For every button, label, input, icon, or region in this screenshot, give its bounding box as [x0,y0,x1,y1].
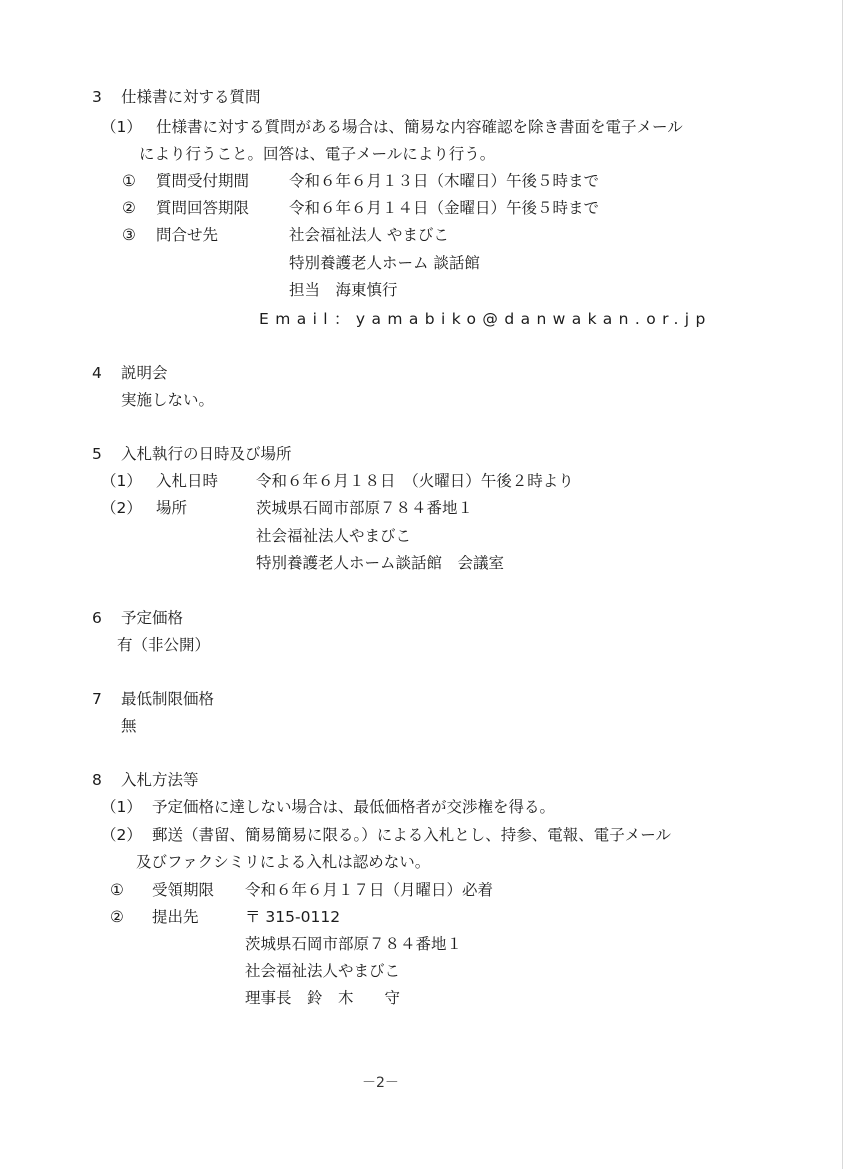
section-5-sub2-number: （2） [101,499,142,517]
section-4-body: 実施しない。 [121,391,215,409]
bid-place-address: 茨城県石岡市部原７８４番地１ [256,499,474,517]
section-5-number: 5 [92,445,102,463]
submission-address: 茨城県石岡市部原７８４番地１ [245,935,463,953]
receipt-deadline-value: 令和６年６月１７日（月曜日）必着 [245,881,494,899]
item-mark-2: ② [110,908,124,926]
section-8-sub2-text-line1: 郵送（書留、簡易簡易に限る。）による入札とし、持参、電報、電子メール [152,826,671,844]
submission-recipient: 理事長 鈴 木 守 [245,989,401,1007]
contact-person: 担当 海東慎行 [289,281,398,299]
bid-place-label: 場所 [156,499,188,517]
section-7-title: 最低制限価格 [121,690,215,708]
section-7-body: 無 [121,717,137,735]
section-8-title: 入札方法等 [121,771,199,789]
section-6-body: 有（非公開） [117,636,211,654]
bid-place-org: 社会福祉法人やまびこ [256,527,412,545]
section-3-number: 3 [92,88,102,106]
section-6-number: 6 [92,609,102,627]
item-mark-1: ① [122,172,136,190]
section-3-sub1-number: （1） [101,118,142,136]
item-mark-3: ③ [122,226,136,244]
submission-org: 社会福祉法人やまびこ [245,962,401,980]
section-3-sub1-text-line1: 仕様書に対する質問がある場合は、簡易な内容確認を除き書面を電子メール [156,118,683,136]
section-6-title: 予定価格 [121,609,184,627]
section-8-sub2-text-line2: 及びファクシミリによる入札は認めない。 [136,853,431,871]
contact-label: 問合せ先 [156,226,219,244]
submission-postal-code: 〒 315-0112 [245,908,341,926]
item-mark-2: ② [122,199,136,217]
section-5-sub1-number: （1） [101,472,142,490]
section-4-number: 4 [92,364,102,382]
bid-datetime-label: 入札日時 [156,472,219,490]
bid-datetime-value: 令和６年６月１８日 （火曜日）午後２時より [256,472,574,490]
submission-label: 提出先 [152,908,199,926]
section-8-sub1-text: 予定価格に達しない場合は、最低価格者が交渉権を得る。 [152,798,556,816]
receipt-deadline-label: 受領期限 [152,881,215,899]
contact-org: 社会福祉法人 やまびこ [289,226,449,244]
section-3-sub1-text-line2: により行うこと。回答は、電子メールにより行う。 [139,145,496,163]
section-7-number: 7 [92,690,102,708]
section-8-sub1-number: （1） [101,798,142,816]
section-8-sub2-number: （2） [101,826,142,844]
contact-facility: 特別養護老人ホーム 談話館 [289,254,480,272]
scan-edge-line [842,0,843,1169]
answer-deadline-label: 質問回答期限 [156,199,250,217]
bid-place-room: 特別養護老人ホーム談話館 会議室 [256,554,505,572]
answer-deadline-value: 令和６年６月１４日（金曜日）午後５時まで [289,199,600,217]
section-8-number: 8 [92,771,102,789]
question-period-label: 質問受付期間 [156,172,250,190]
page-number: －2－ [362,1075,399,1091]
section-5-title: 入札執行の日時及び場所 [121,445,292,463]
contact-email: Email：yamabiko@danwakan.or.jp [259,310,712,328]
section-4-title: 説明会 [121,364,168,382]
item-mark-1: ① [110,881,124,899]
question-period-value: 令和６年６月１３日（木曜日）午後５時まで [289,172,600,190]
section-3-title: 仕様書に対する質問 [121,88,261,106]
